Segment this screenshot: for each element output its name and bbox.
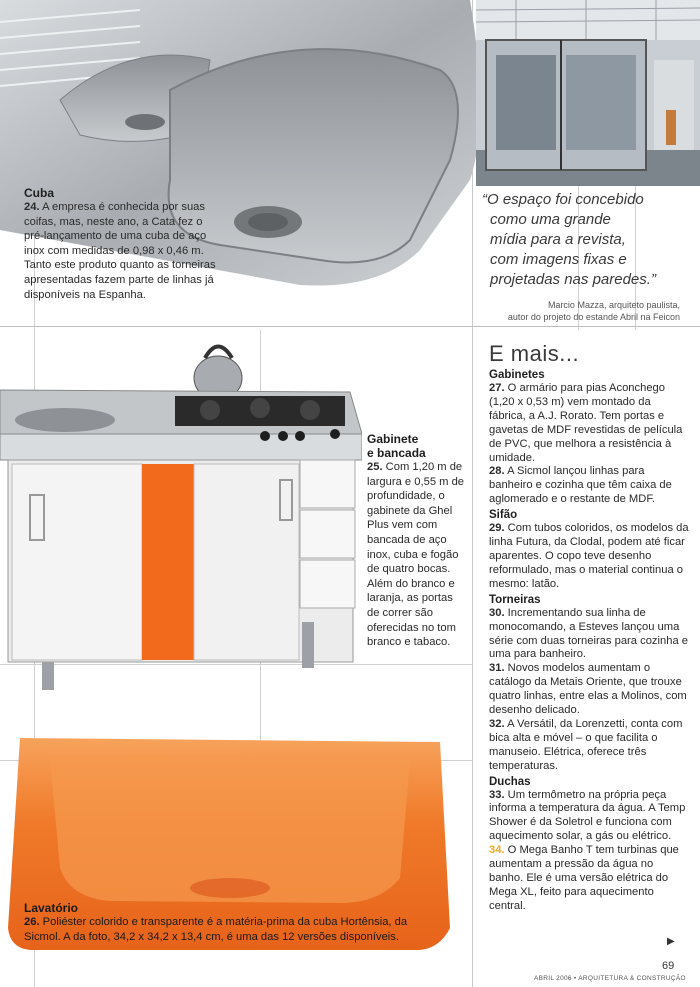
item-number: 31. xyxy=(489,662,505,675)
list-item xyxy=(489,844,689,914)
section-heading-sifao: Sifão xyxy=(489,509,518,522)
quote-author xyxy=(472,299,680,323)
item-number: 28. xyxy=(489,465,505,478)
stand-photo xyxy=(476,0,700,186)
lavatorio-title: Lavatório xyxy=(24,901,79,915)
section-heading-duchas: Duchas xyxy=(489,775,531,788)
item-number: 29. xyxy=(489,522,505,535)
page-number: 69 xyxy=(662,960,675,972)
quote-line: “O espaço foi concebido xyxy=(482,191,644,208)
list-item xyxy=(489,465,689,507)
item-text: Um termômetro na própria peça informa a temperatura da água. A Temp Shower é da Soletrol e funciona com aquecimento solar, a gás ou elétrico. xyxy=(489,788,686,843)
list-item xyxy=(489,718,689,774)
cuba-text xyxy=(24,200,224,302)
quote-line: projetadas nas paredes.” xyxy=(490,271,656,288)
gabinete-title xyxy=(367,432,467,460)
list-item xyxy=(489,522,689,592)
gabinete-text xyxy=(367,460,467,650)
emais-column xyxy=(489,341,689,914)
gabinete-caption xyxy=(367,432,467,650)
item-number: 32. xyxy=(489,717,505,730)
quote-text xyxy=(482,190,694,290)
item-text: A Versátil, da Lorenzetti, conta com bica alta e móvel – o que facilita o manuseio. Elétrica, oferece três temperaturas. xyxy=(489,717,683,772)
next-page-arrow-icon: ▶ xyxy=(667,936,675,947)
quote-block xyxy=(482,190,694,290)
item-text: A Sicmol lançou linhas para banheiro e cozinha que têm caixa de aglomerado e o restante de MDF. xyxy=(489,465,672,506)
list-item xyxy=(489,382,689,465)
list-item xyxy=(489,789,689,845)
item-number: 27. xyxy=(489,382,505,394)
list-item xyxy=(489,607,689,663)
item-text: Com tubos coloridos, os modelos da linha Futura, da Clodal, podem até ficar aparentes. O copo teve desenho reformulado, mas o material continua o mesmo: latão. xyxy=(489,522,689,590)
quote-line: mídia para a revista, xyxy=(490,231,626,248)
cuba-caption xyxy=(24,186,224,302)
cuba-body: A empresa é conhecida por suas coifas, mas, neste ano, a Cata fez o pré-lançamento de uma cuba de aço inox com medidas de 0,98 x 0,46 m. Tanto este produto quanto as torneiras apresentadas fazem parte de linhas já disponíveis na Espanha. xyxy=(24,201,216,301)
quote-line: como uma grande xyxy=(490,211,611,228)
item-number: 30. xyxy=(489,606,505,619)
cuba-title: Cuba xyxy=(24,186,54,200)
item-text: Incrementando sua linha de monocomando, a Esteves lançou uma série com duas torneiras para cozinha e uma para banheiro. xyxy=(489,606,688,661)
footer-text: ABRIL 2006 • ARQUITETURA & CONSTRUÇÃO xyxy=(534,975,686,982)
section-heading-torneiras: Torneiras xyxy=(489,593,541,606)
item-text: O armário para pias Aconchego (1,20 x 0,53 m) vem montado da fábrica, a A.J. Rorato. Tem portas e gavetas de MDF revestidas de película de PVC, que melhora a resistência à umidade. xyxy=(489,382,683,464)
item-number: 33. xyxy=(489,788,505,801)
cabinet-photo xyxy=(0,330,362,692)
gabinete-title-line: Gabinete xyxy=(367,432,419,446)
lavatorio-number: 26. xyxy=(24,916,40,928)
item-text: Novos modelos aumentam o catálogo da Metais Oriente, que trouxe quatro linhas, entre elas a Molinos, com desenho delicado. xyxy=(489,662,687,717)
cuba-number: 24. xyxy=(24,201,40,213)
quote-author-line: autor do projeto do estande Abril na Feicon xyxy=(507,312,680,322)
gabinete-title-line: e bancada xyxy=(367,446,426,460)
item-text: O Mega Banho T tem turbinas que aumentam a pressão da água no banho. Ele é uma versão elétrica do Mega XL, feito para aquecimento central. xyxy=(489,844,679,912)
grid-line xyxy=(0,326,700,327)
gabinete-body: Com 1,20 m de largura e 0,55 m de profundidade, o gabinete da Ghel Plus vem com bancada de aço inox, cuba e fogão de quatro bocas. Além do branco e laranja, as portas de correr são oferecidas no tom branco e tabaco. xyxy=(367,461,465,649)
item-number: 34. xyxy=(489,844,505,857)
lavatorio-text xyxy=(24,915,444,944)
emais-title: E mais... xyxy=(489,341,580,366)
gabinete-number: 25. xyxy=(367,461,383,473)
lavatorio-caption xyxy=(24,901,444,944)
quote-author-line: Marcio Mazza, arquiteto paulista, xyxy=(547,300,680,310)
section-heading-gabinetes: Gabinetes xyxy=(489,369,545,381)
quote-line: com imagens fixas e xyxy=(490,251,627,268)
lavatorio-body: Poliéster colorido e transparente é a matéria-prima da cuba Hortênsia, da Sicmol. A da foto, 34,2 x 34,2 x 13,4 cm, é uma das 12 versões disponíveis. xyxy=(24,916,408,943)
list-item xyxy=(489,662,689,718)
